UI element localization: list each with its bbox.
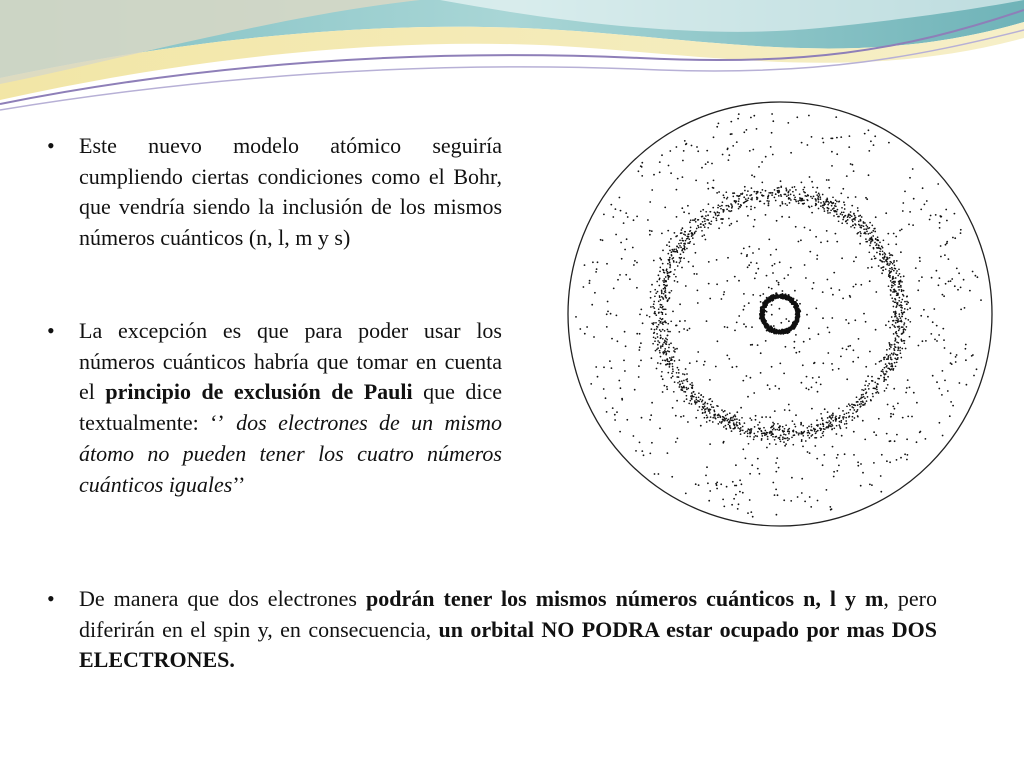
bullet-point-3	[47, 584, 938, 676]
pauli-principle-term: principio de exclusión de Pauli	[105, 379, 413, 405]
quote-open-mark: ‘’	[210, 410, 225, 436]
bullet-3-part-2: , pero diferirán en el spin y, en consecuencia,	[79, 586, 938, 642]
bullet-3-bold-2: un orbital NO PODRA estar ocupado por mas DOS ELECTRONES.	[79, 616, 937, 673]
bullet-point-2	[47, 316, 502, 500]
bullet-marker: •	[47, 318, 55, 343]
bullet-3-part-1: De manera que dos electrones	[79, 586, 367, 611]
bullet-1-text: Este nuevo modelo atómico seguiría cumpliendo ciertas condiciones como el Bohr, que vendría siendo la inclusión de los mismos números cuánticos (n, l, m y s)	[79, 133, 502, 251]
bullet-3-bold-1: podrán tener los mismos números cuánticos n, l y m	[366, 586, 884, 611]
quote-close-mark: ’’	[232, 471, 246, 497]
electron-cloud-diagram-icon	[566, 100, 996, 530]
bullet-2-intro: La excepción es que para poder usar los números cuánticos habría que tomar en cuenta el	[79, 318, 502, 405]
bullet-marker: •	[47, 586, 55, 611]
bullet-marker: •	[47, 133, 55, 158]
pauli-quote: dos electrones de un mismo átomo no pueden tener los cuatro números cuánticos iguales	[79, 410, 502, 497]
bullet-2-middle: que dice textualmente:	[79, 379, 502, 436]
bullet-point-1	[47, 131, 502, 254]
